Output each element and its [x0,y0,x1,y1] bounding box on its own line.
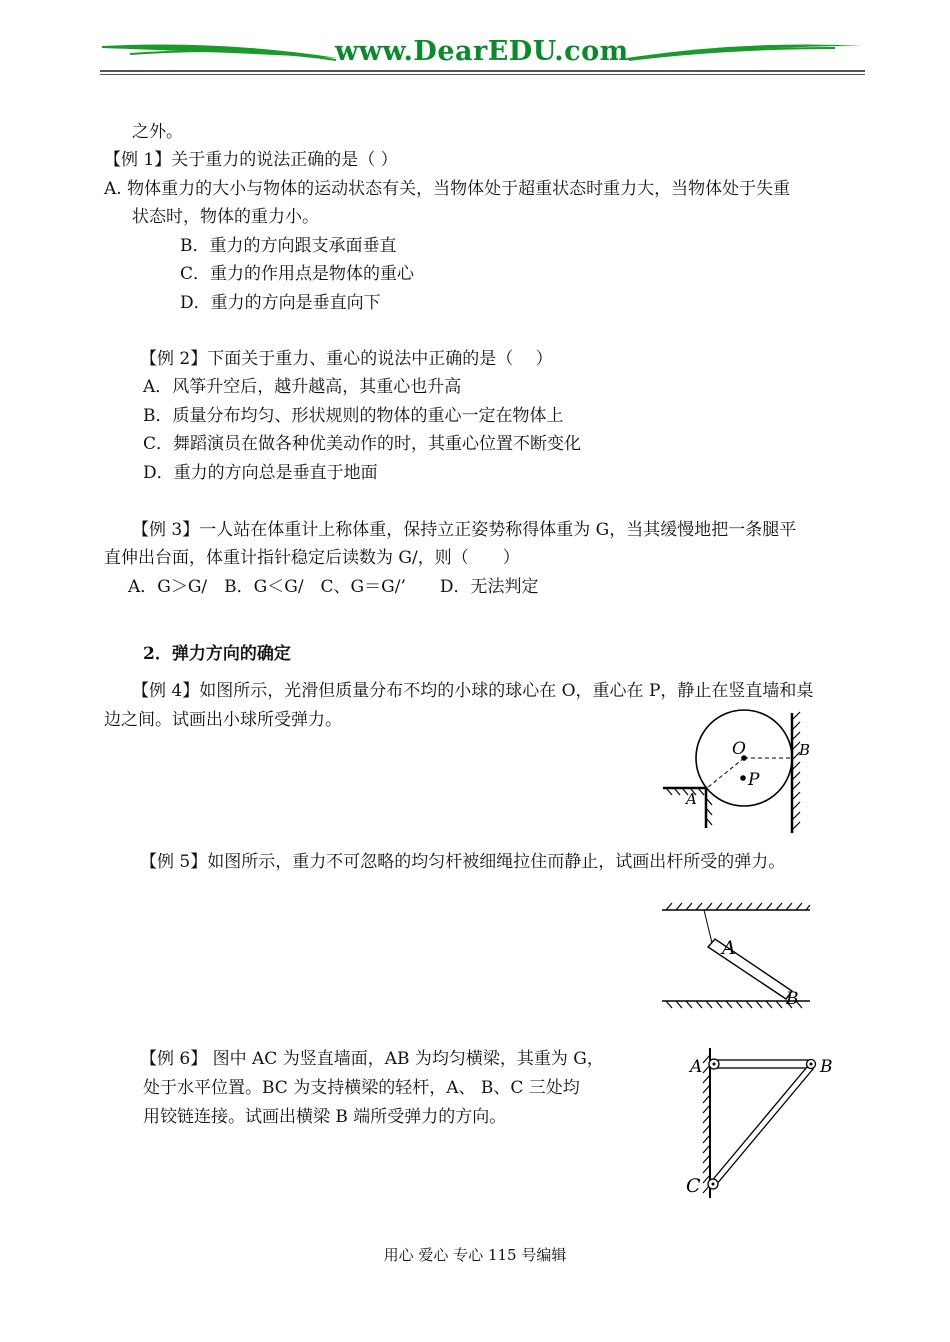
site-logo: www.DearEDU.com [335,36,629,67]
label-O: O [732,739,746,759]
example-3-question: 【例 3】一人站在体重计上称体重，保持立正姿势称得体重为 G，当其缓慢地把一条腿平 [132,520,797,540]
example-1-option-b: B．重力的方向跟支承面垂直 [180,236,397,256]
example-1-option-c: C．重力的作用点是物体的重心 [180,264,415,284]
page-header [100,30,865,78]
example-2-option-d: D．重力的方向总是垂直于地面 [143,463,378,483]
label-B: B [799,741,811,759]
example-3-question-cont: 直伸出台面，体重计指针稳定后读数为 G/，则（ ） [104,548,520,568]
header-rule [100,70,865,72]
figure-rod-rope [660,895,820,1015]
text-line: 之外。 [132,122,183,142]
example-2-option-a: A．风筝升空后，越升越高，其重心也升高 [143,377,462,397]
header-swoosh-right [625,36,865,66]
example-1-option-d: D．重力的方向是垂直向下 [180,293,381,313]
example-1-option-a: A. 物体重力的大小与物体的运动状态有关，当物体处于超重状态时重力大，当物体处于失重 [104,179,791,199]
label-B: B [786,989,799,1009]
example-6-question-cont1: 处于水平位置。BC 为支持横梁的轻杆，A、 B、C 三处均 [143,1078,580,1098]
example-6-question-cont2: 用铰链连接。试画出横梁 B 端所受弹力的方向。 [143,1107,507,1127]
header-rule-thin [100,74,865,75]
label-A: A [722,937,736,959]
example-6-question: 【例 6】 图中 AC 为竖直墙面，AB 为均匀横梁，其重为 G， [140,1049,604,1069]
page-footer: 用心 爱心 专心 115 号编辑 [383,1246,567,1264]
example-2-question: 【例 2】下面关于重力、重心的说法中正确的是（ ） [140,349,553,369]
label-C: C [686,1175,701,1197]
example-5-question: 【例 5】如图所示，重力不可忽略的均匀杆被细绳拉住而静止，试画出杆所受的弹力。 [140,852,786,872]
example-1-option-a-cont: 状态时，物体的重力小。 [132,207,319,227]
example-3-options: A．G＞G/ B．G＜G/ C、G＝G/’ D．无法判定 [128,577,539,597]
example-1-question: 【例 1】关于重力的说法正确的是（ ） [104,150,398,170]
example-2-option-c: C．舞蹈演员在做各种优美动作的时，其重心位置不断变化 [143,434,582,454]
label-B: B [820,1057,833,1077]
figure-ball-wall-table [660,708,830,838]
example-4-question-cont: 边之间。试画出小球所受弹力。 [104,710,342,730]
figure-beam-bracket [680,1043,840,1203]
header-swoosh-left [100,36,340,66]
section-heading: 2．弹力方向的确定 [143,644,291,664]
example-2-option-b: B．质量分布均匀、形状规则的物体的重心一定在物体上 [143,406,564,426]
label-A: A [690,1057,703,1077]
example-4-question: 【例 4】如图所示，光滑但质量分布不均的小球的球心在 O，重心在 P，静止在竖直墙和桌 [132,681,814,701]
label-P: P [748,770,760,790]
label-A: A [686,790,697,808]
